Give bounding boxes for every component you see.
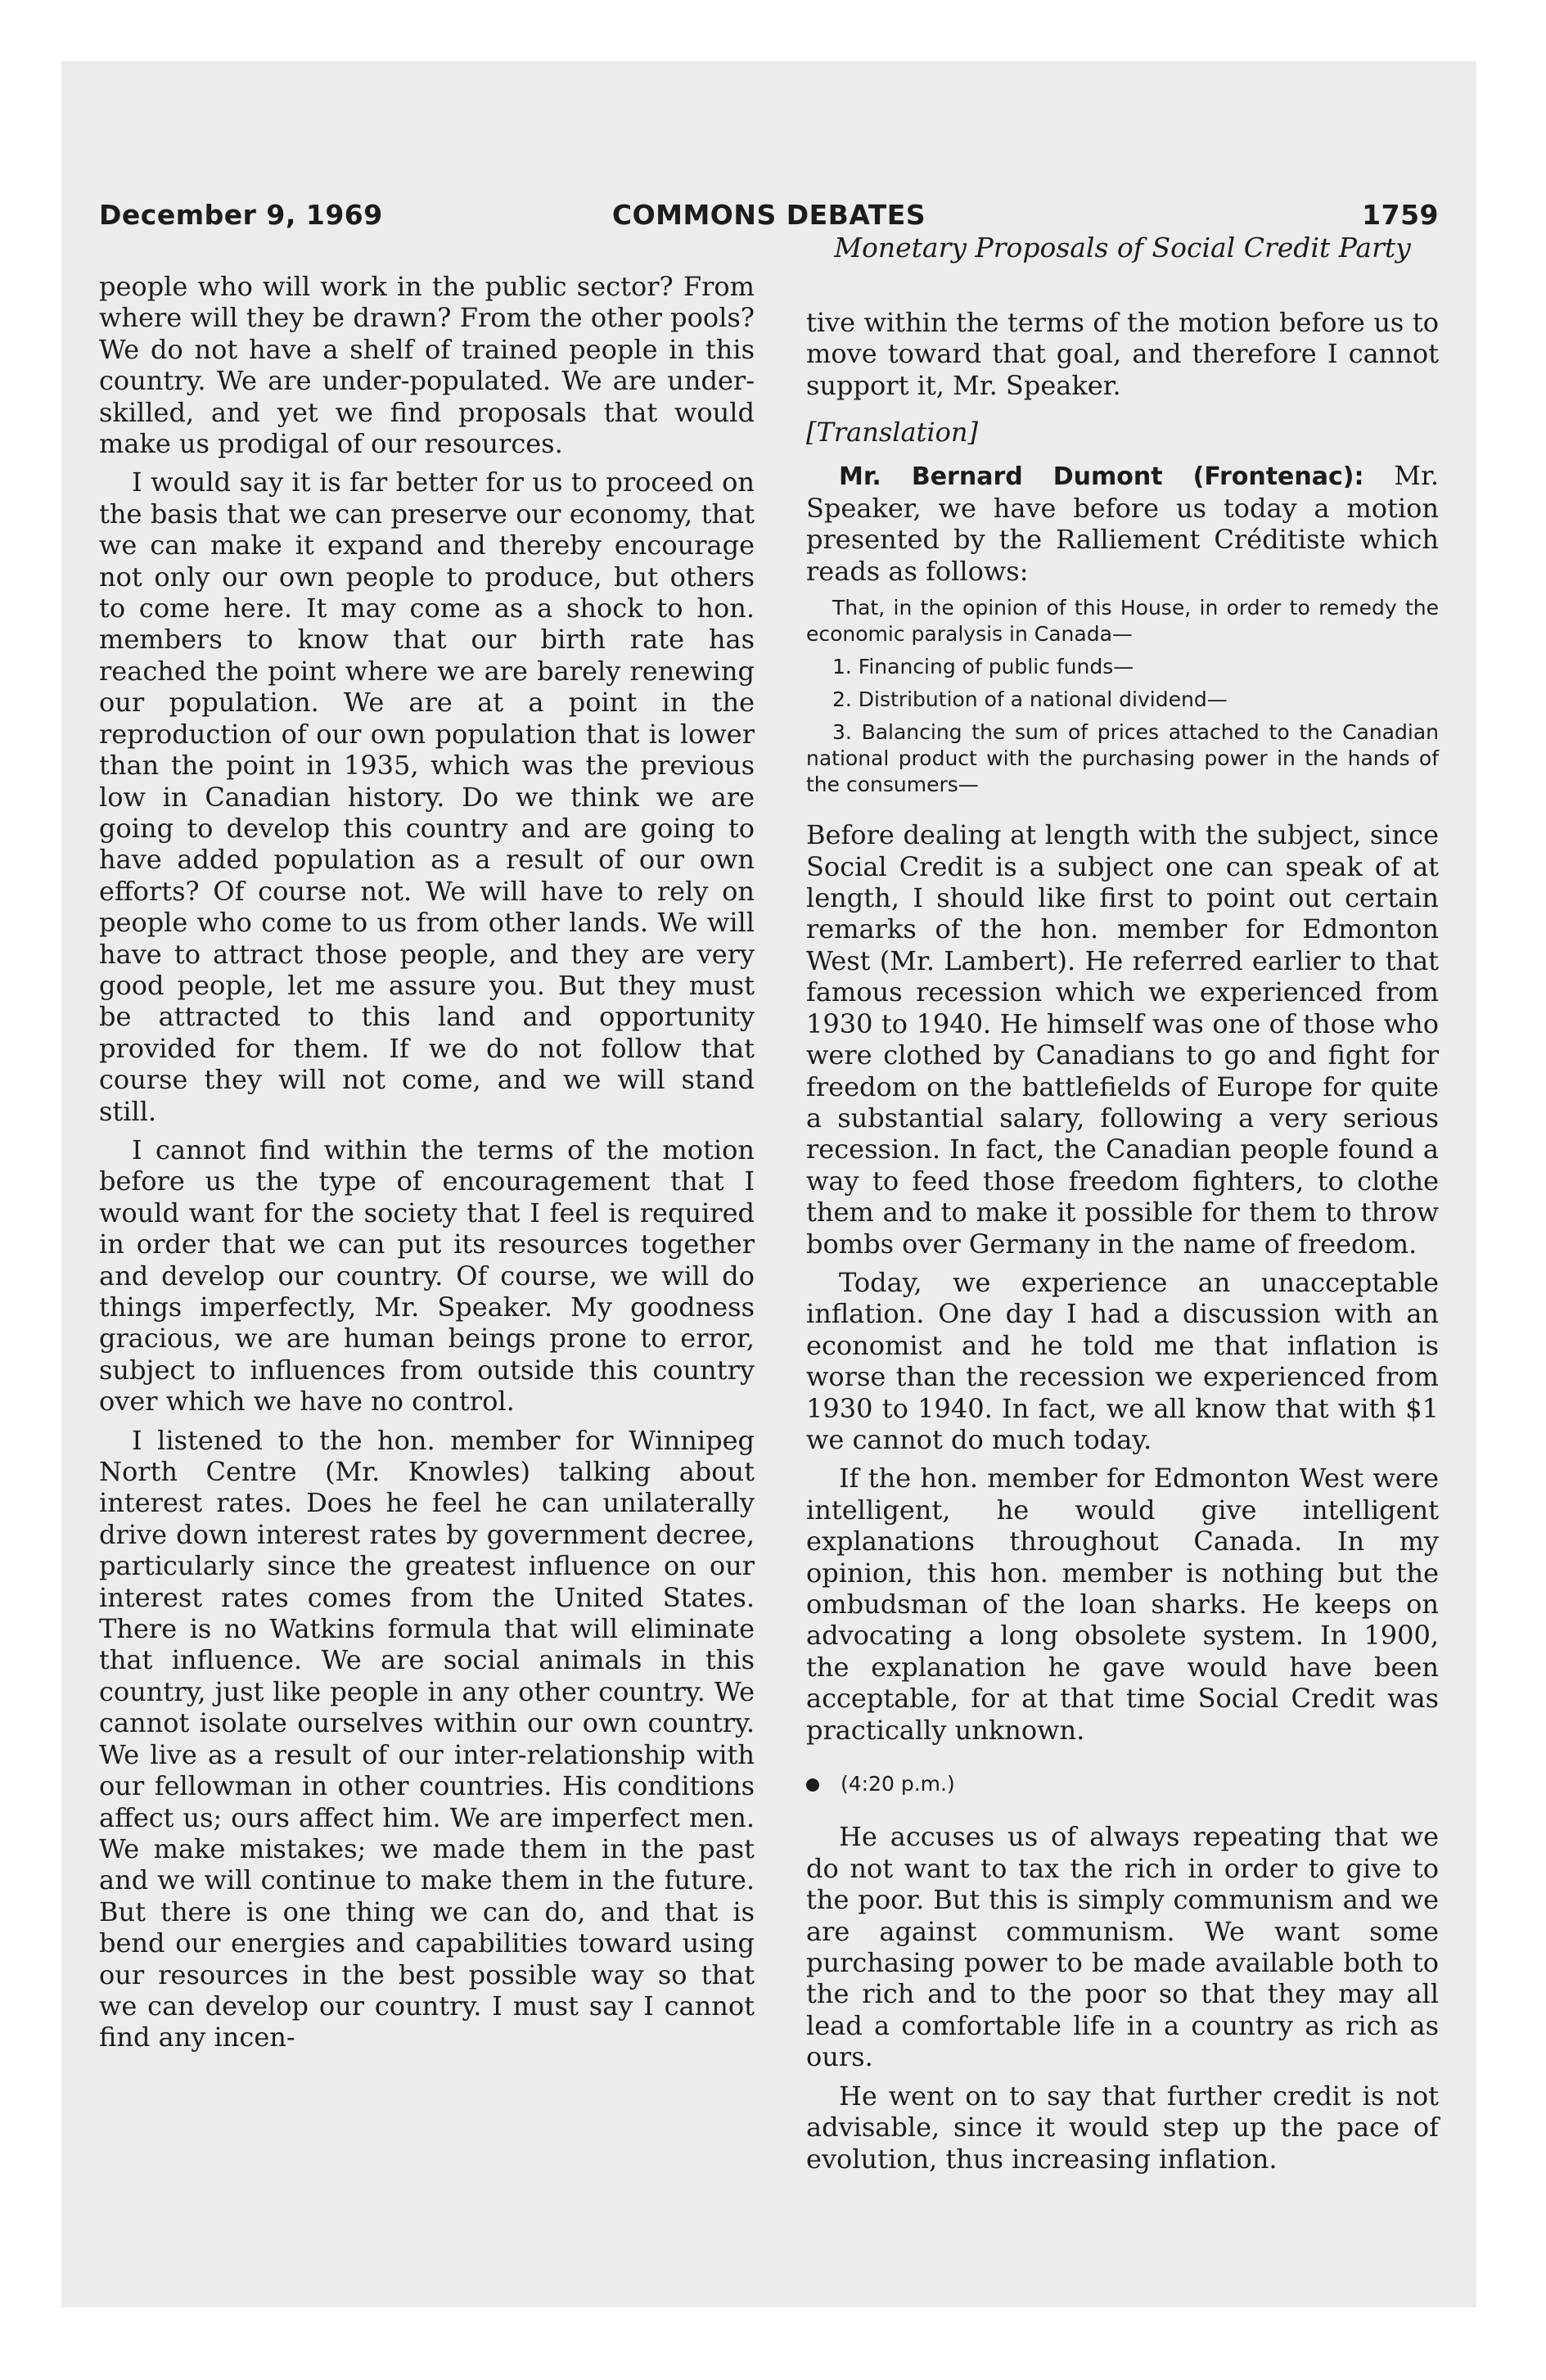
motion-line: 3. Balancing the sum of prices attached to the Canadian national product with the purchasing power in the hands of the consumers— — [806, 720, 1439, 797]
paragraph: He accuses us of always repeating that we do not want to tax the rich in order to give to the poor. But this is simply communism and we are against communism. We want some purchasing power to be made available both to the rich and to the poor so that they may all lead a comfortable life in a country as rich as ours. — [806, 1821, 1439, 2073]
time-stamp: (4:20 p.m.) — [841, 1772, 955, 1796]
section-label-text: Translation — [816, 417, 968, 449]
paragraph: Today, we experience an unacceptable inflation. One day I had a discussion with an economist and he told me that inflation is worse than the recession we experienced from 1930 to 1940. In fact, we all know that with $1 we cannot do much today. — [806, 1266, 1439, 1455]
paragraph: I cannot find within the terms of the motion before us the type of encouragement that I would want for the society that I feel is required in order that we can put its resources together and develop our country. Of course, we will do things imperfectly, Mr. Speaker. My goodness gracious, we are human beings prone to error, subject to influences from outside this country over which we have no control. — [99, 1134, 755, 1418]
bullet-icon — [806, 1778, 819, 1792]
motion-line: 2. Distribution of a national dividend— — [832, 687, 1228, 712]
page-number: 1759 — [1362, 199, 1439, 231]
left-column — [99, 271, 755, 2053]
paragraph: I would say it is far better for us to proceed on the basis that we can preserve our economy, that we can make it expand and thereby encourage not only our own people to produce, but others to come here. It may come as a shock to hon. members to know that our birth rate has reached the point where we are barely renewing our population. We are at a point in the reproduction of our own population that is lower than the point in 1935, which was the previous low in Canadian history. Do we think we are going to develop this country and are going to have added population as a result of our own efforts? Of course not. We will have to rely on people who come to us from other lands. We will have to attract those people, and they are very good people, let me assure you. But they must be attracted to this land and opportunity provided for them. If we do not follow that course they will not come, and we will stand still. — [99, 467, 755, 1127]
paragraph: He went on to say that further credit is not advisable, since it would step up the pace of evolution, thus increasing inflation. — [806, 2080, 1439, 2175]
motion-line: 1. Financing of public funds— — [832, 655, 1134, 679]
paragraph: If the hon. member for Edmonton West were intelligent, he would give intelligent explanations throughout Canada. In my opinion, this hon. member is nothing but the ombudsman of the loan sharks. He keeps on advocating a long obsolete system. In 1900, the explanation he gave would have been acceptable, for at that time Social Credit was practically unknown. — [806, 1463, 1439, 1746]
time-stamp-row — [806, 1769, 1439, 1800]
publication-title: COMMONS DEBATES — [611, 199, 926, 231]
motion-line: That, in the opinion of this House, in order to remedy the economic paralysis in Canada— — [806, 596, 1439, 647]
speaker-paragraph — [806, 460, 1439, 588]
speaker-text: Mr. Speaker, we have before us today a motion presented by the Ralliement Créditiste which reads as follows: — [806, 459, 1440, 587]
header-date: December 9, 1969 — [99, 199, 383, 231]
paragraph: Before dealing at length with the subject, since Social Credit is a subject one can speak of at length, I should like first to point out certain remarks of the hon. member for Edmonton West (Mr. Lambert). He referred earlier to that famous recession which we experienced from 1930 to 1940. He himself was one of those who were clothed by Canadians to go and fight for freedom on the battlefields of Europe for quite a substantial salary, following a very serious recession. In fact, the Canadian people found a way to feed those freedom fighters, to clothe them and to make it possible for them to throw bombs over Germany in the name of freedom. — [806, 819, 1439, 1260]
section-label: [Translation] — [806, 417, 978, 449]
right-column — [806, 307, 1439, 2175]
motion-quote — [806, 595, 1439, 798]
speaker-name: Mr. Bernard Dumont (Frontenac): — [839, 462, 1364, 491]
continuation-paragraph: tive within the terms of the motion before us to move toward that goal, and therefore I cannot support it, Mr. Speaker. — [806, 307, 1439, 401]
paragraph: people who will work in the public sector? From where will they be drawn? From the other pools? We do not have a shelf of trained people in this country. We are under-populated. We are under-skilled, and yet we find proposals that would make us prodigal of our resources. — [99, 271, 755, 460]
running-head: Monetary Proposals of Social Credit Party — [834, 232, 1411, 264]
paragraph: I listened to the hon. member for Winnipeg North Centre (Mr. Knowles) talking about interest rates. Does he feel he can unilaterally drive down interest rates by government decree, particularly since the greatest influence on our interest rates comes from the United States. There is no Watkins formula that will eliminate that influence. We are social animals in this country, just like people in any other country. We cannot isolate ourselves within our own country. We live as a result of our inter-relationship with our fellowman in other countries. His conditions affect us; ours affect him. We are imperfect men. We make mistakes; we made them in the past and we will continue to make them in the future. But there is one thing we can do, and that is bend our energies and capabilities toward using our resources in the best possible way so that we can develop our country. I must say I cannot find any incen- — [99, 1424, 755, 2053]
page-sheet — [61, 61, 1476, 2307]
